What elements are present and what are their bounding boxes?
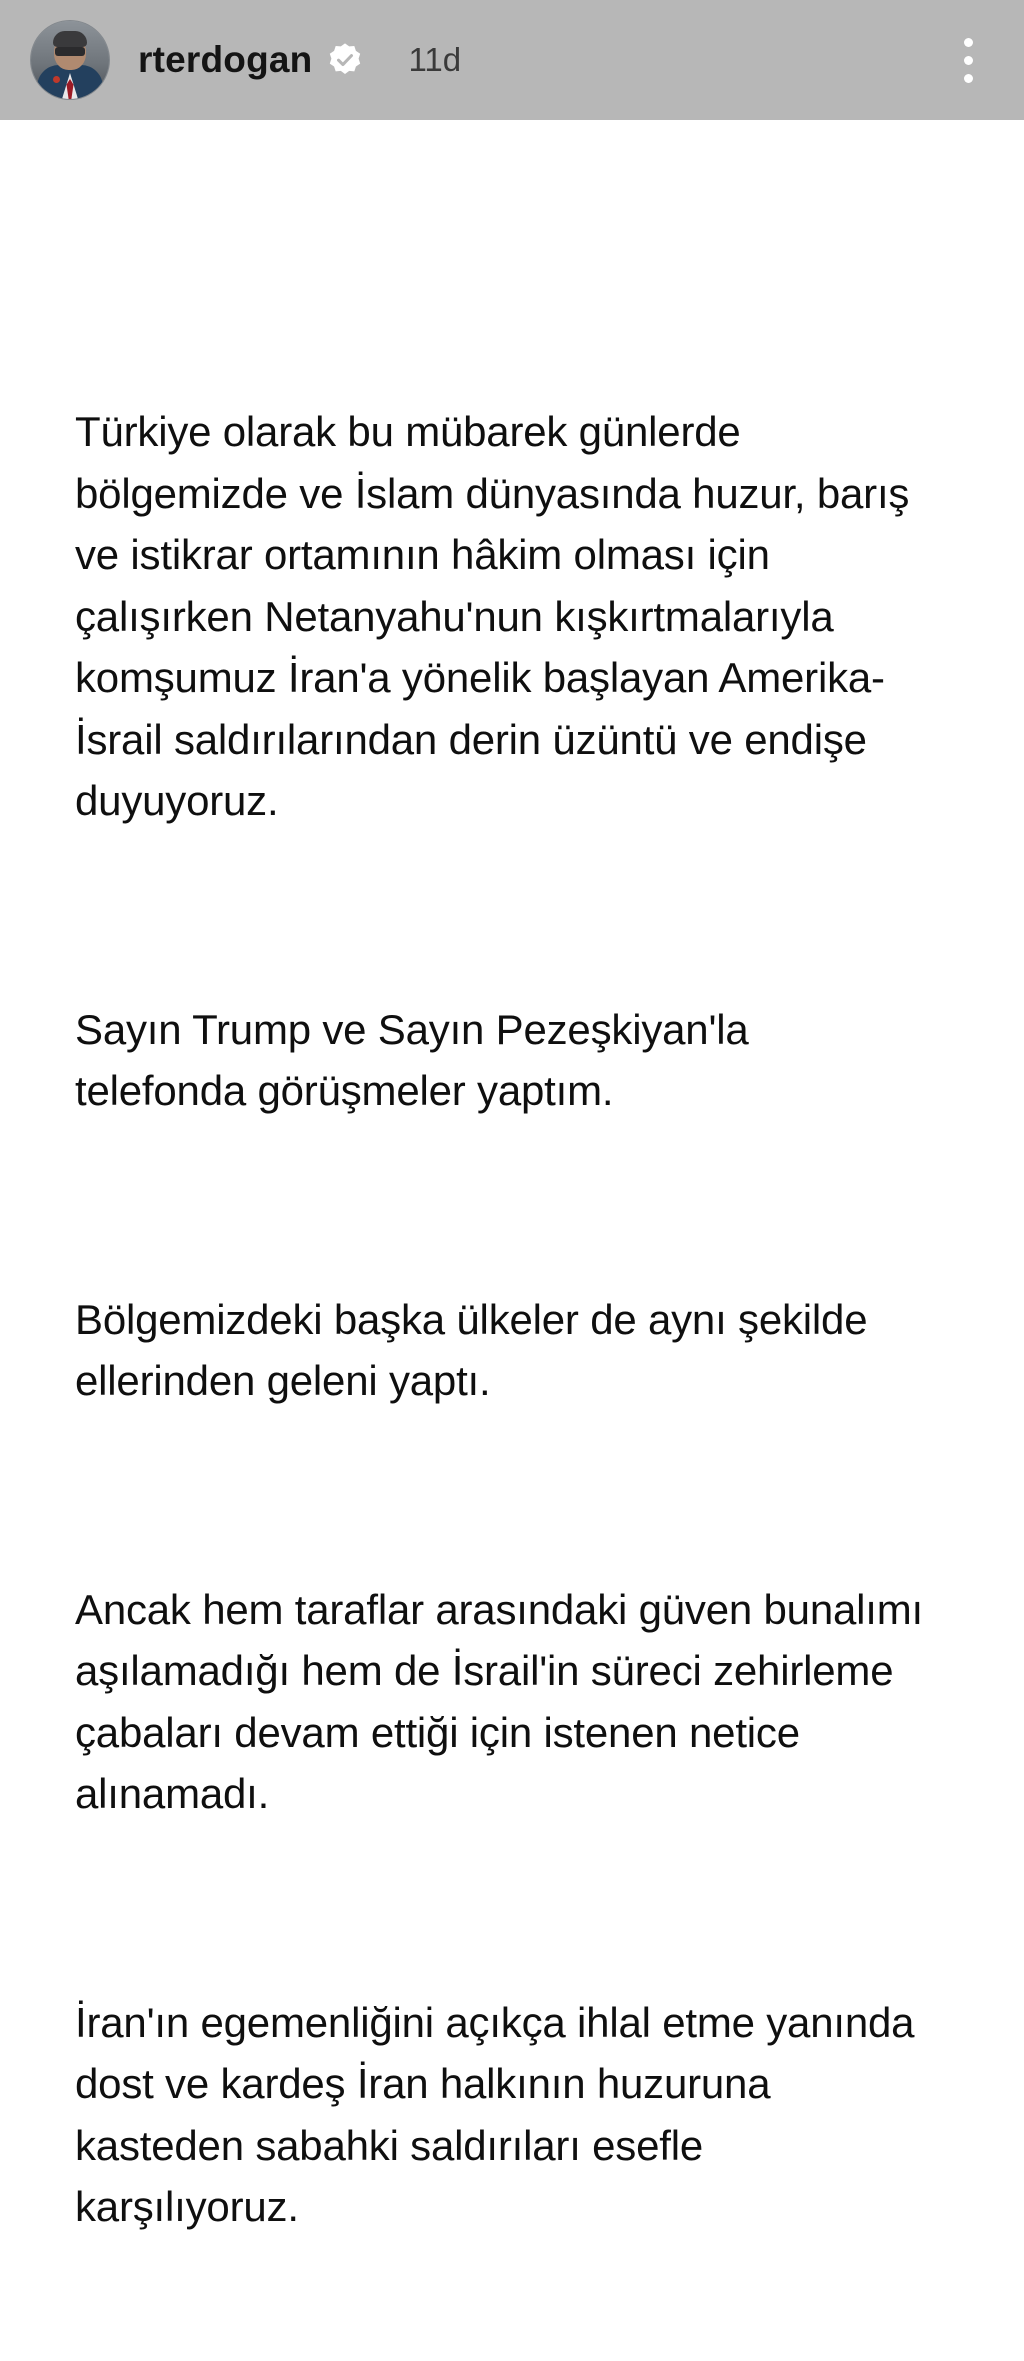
more-dot-1 <box>964 38 973 47</box>
story-author[interactable] <box>30 20 946 100</box>
post-paragraph: Bölgemizdeki başka ülkeler de aynı şekilde ellerinden geleni yaptı. <box>75 1295 879 1405</box>
post-paragraph: Türkiye olarak bu mübarek günlerde bölgemizde ve İslam dünyasında huzur, barış ve istikrar ortamının hâkim olması için çalışırken Netanyahu'nun kışkırtmalarıyla komşumuz İran'a yönelik başlayan Amerika-İsrail saldırılarından derin üzüntü ve endişe duyuyoruz. <box>75 408 921 825</box>
more-dot-3 <box>964 74 973 83</box>
post-body <box>0 120 1024 2231</box>
more-options-icon[interactable] <box>946 30 990 90</box>
post-paragraph: İran'ın egemenliğini açıkça ihlal etme yanında dost ve kardeş İran halkının huzuruna kasteden sabahki saldırıları esefle karşılıyoruz. <box>75 1998 926 2231</box>
verified-badge-icon <box>326 41 364 79</box>
post-paragraph: Sayın Trump ve Sayın Pezeşkiyan'la telefonda görüşmeler yaptım. <box>75 1005 761 1115</box>
avatar-lapel-pin <box>53 76 60 83</box>
story-timestamp: 11d <box>408 41 462 78</box>
avatar-hair <box>53 31 87 47</box>
post-text <box>75 278 935 2361</box>
story-header <box>0 0 1024 120</box>
more-dot-2 <box>964 56 973 65</box>
avatar[interactable] <box>30 20 110 100</box>
sunglasses-icon <box>55 47 85 56</box>
username-label[interactable]: rterdogan <box>138 39 313 80</box>
post-paragraph: Ancak hem taraflar arasındaki güven bunalımı aşılamadığı hem de İsrail'in süreci zehirleme çabaları devam ettiği için istenen netice alınamadı. <box>75 1585 935 1818</box>
